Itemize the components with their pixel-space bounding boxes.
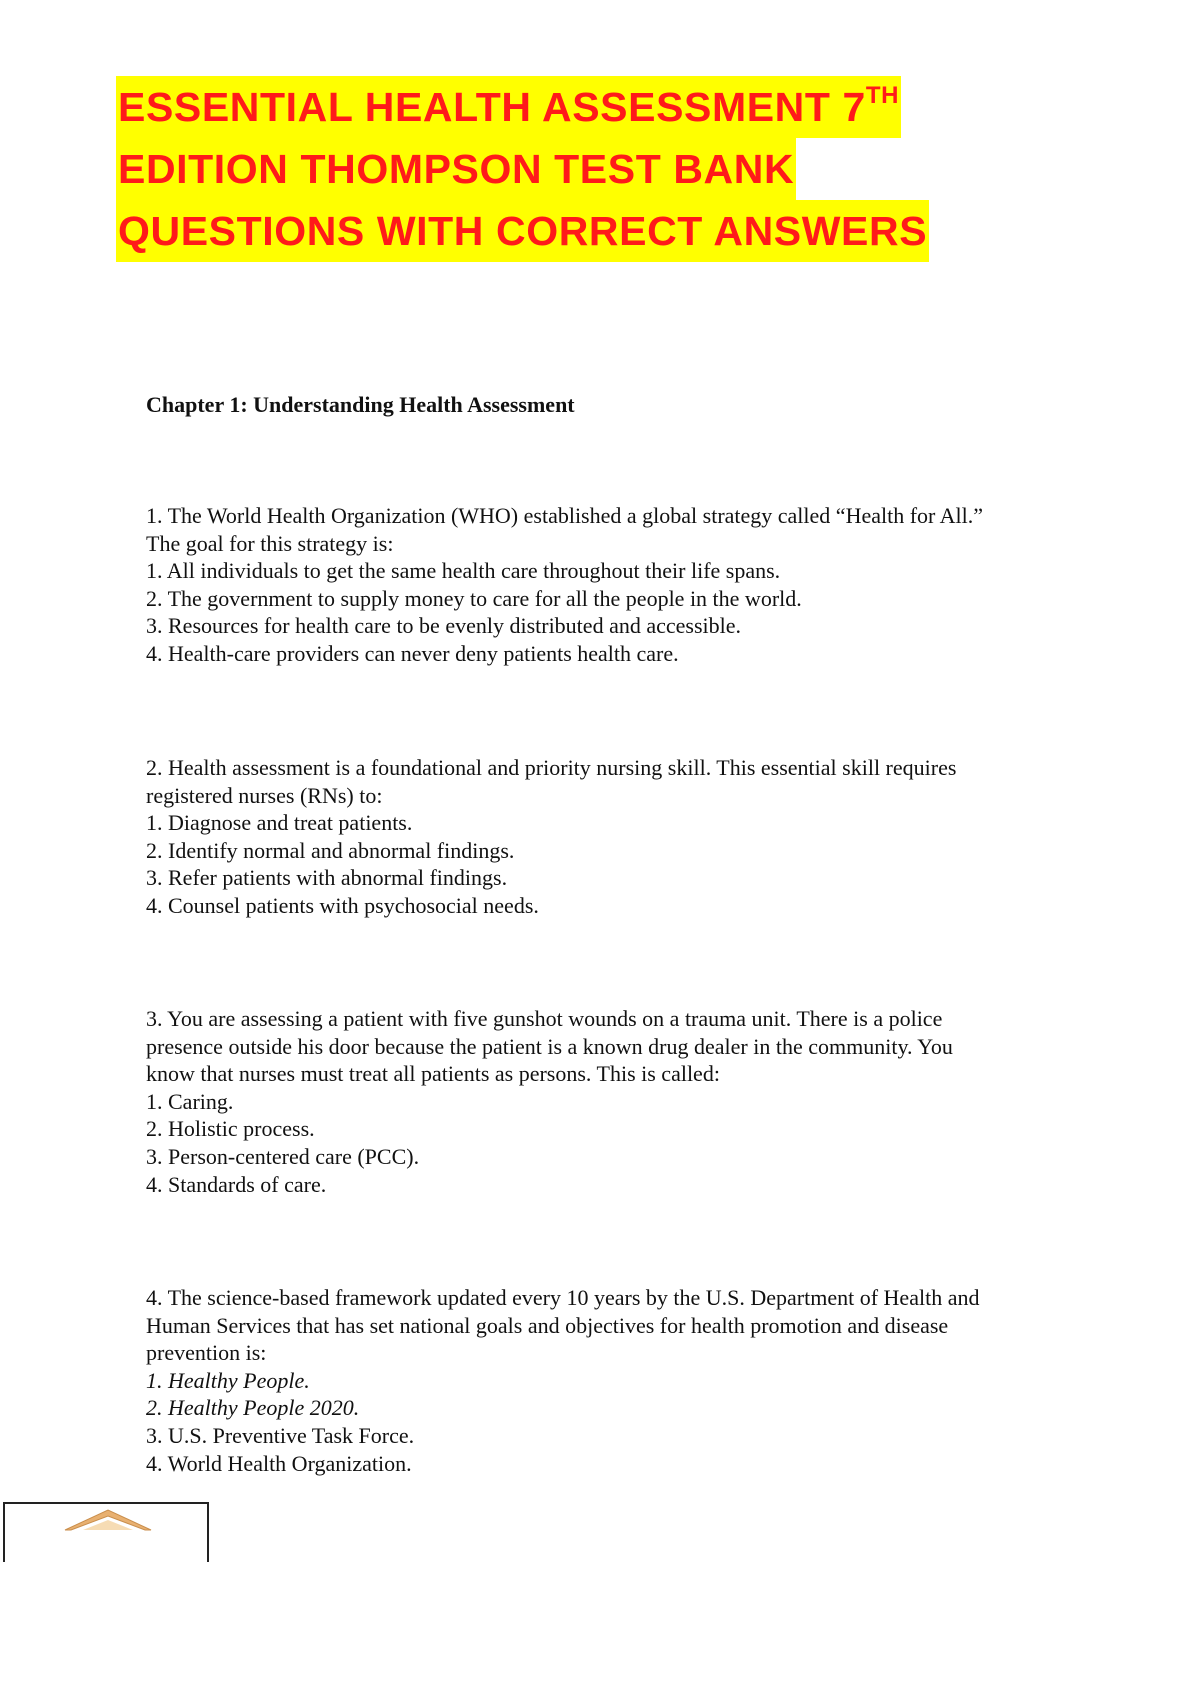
question-stem-line: registered nurses (RNs) to: <box>146 782 383 808</box>
question-stem-line: Human Services that has set national goals and objectives for health promotion and disease <box>146 1312 949 1338</box>
question-stem-line: presence outside his door because the patient is a known drug dealer in the community. You <box>146 1033 953 1059</box>
answer-option: 3. Resources for health care to be evenly distributed and accessible. <box>146 613 741 639</box>
title-line-2: EDITION THOMPSON TEST BANK <box>116 138 796 200</box>
roof-logo-icon <box>5 1504 209 1562</box>
question-stem-line: 2. Health assessment is a foundational and priority nursing skill. This essential skill requires <box>146 755 957 780</box>
answer-option: 4. Health-care providers can never deny patients health care. <box>146 640 679 666</box>
title-line-1-text: ESSENTIAL HEALTH ASSESSMENT 7 <box>118 84 866 130</box>
answer-option: 2. Identify normal and abnormal findings. <box>146 837 515 863</box>
answer-option: 3. Refer patients with abnormal findings. <box>146 865 508 891</box>
question-3 <box>146 1005 1086 1198</box>
question-stem-line: know that nurses must treat all patients as persons. This is called: <box>146 1061 720 1087</box>
question-stem-line: 1. The World Health Organization (WHO) established a global strategy called “Health for All.” <box>146 503 984 528</box>
document-title <box>116 76 1076 262</box>
answer-option: 2. Holistic process. <box>146 1116 315 1142</box>
question-stem-line: 4. The science-based framework updated every 10 years by the U.S. Department of Health and <box>146 1285 980 1310</box>
title-line-3: QUESTIONS WITH CORRECT ANSWERS <box>116 200 929 262</box>
question-stem-line: The goal for this strategy is: <box>146 530 394 556</box>
answer-option: 2. Healthy People 2020. <box>146 1395 360 1421</box>
answer-option: 3. Person-centered care (PCC). <box>146 1143 420 1169</box>
title-line-1 <box>116 76 901 138</box>
question-stem-line: 3. You are assessing a patient with five gunshot wounds on a trauma unit. There is a police <box>146 1006 943 1031</box>
answer-option: 3. U.S. Preventive Task Force. <box>146 1422 415 1448</box>
answer-option: 1. Diagnose and treat patients. <box>146 810 413 836</box>
answer-option: 1. Caring. <box>146 1088 234 1114</box>
answer-option: 2. The government to supply money to care for all the people in the world. <box>146 585 802 611</box>
title-superscript: TH <box>865 82 900 109</box>
question-4 <box>146 1284 1086 1477</box>
answer-option: 1. All individuals to get the same health care throughout their life spans. <box>146 558 781 584</box>
question-stem-line: prevention is: <box>146 1340 267 1366</box>
chapter-heading: Chapter 1: Understanding Health Assessment <box>146 392 575 417</box>
logo-box <box>3 1502 209 1562</box>
answer-option: 4. Standards of care. <box>146 1171 327 1197</box>
question-1 <box>146 502 1086 668</box>
answer-option: 1. Healthy People. <box>146 1367 310 1393</box>
answer-option: 4. World Health Organization. <box>146 1450 412 1476</box>
question-2 <box>146 754 1086 920</box>
answer-option: 4. Counsel patients with psychosocial needs. <box>146 892 539 918</box>
